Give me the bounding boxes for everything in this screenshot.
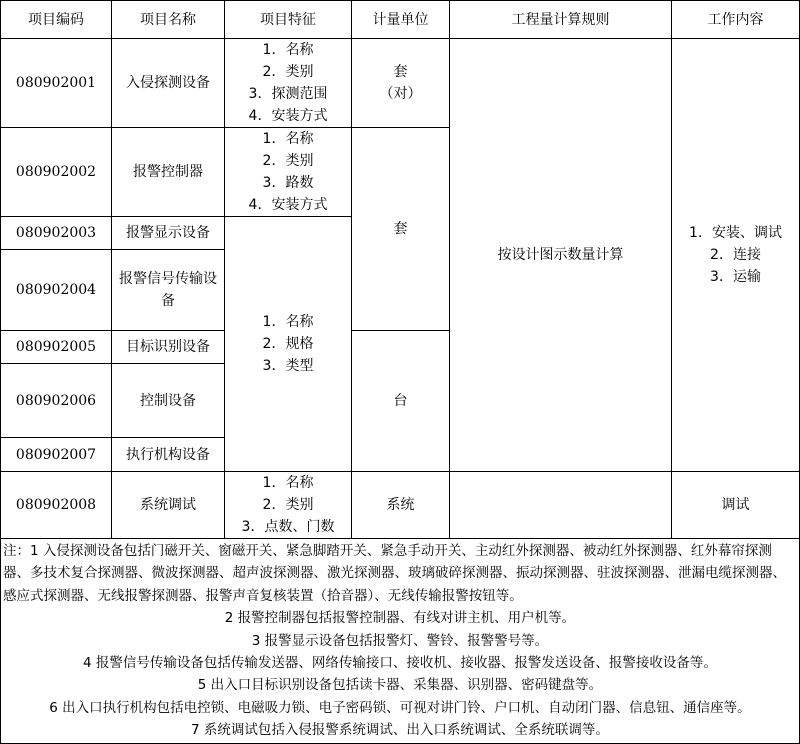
feature-line: 2．类别 — [262, 497, 314, 513]
work-cell — [672, 39, 800, 472]
item-code: 080902007 — [1, 438, 112, 472]
item-code: 080902001 — [1, 39, 112, 128]
feature-line: 1．名称 — [262, 475, 314, 491]
feature-line: 3．探测范围 — [248, 86, 328, 102]
note-1: 注：1 入侵探测设备包括门磁开关、窗磁开关、紧急脚踏开关、紧急手动开关、主动红外探测器、被动红外探测器、红外幕帘探测器、多技术复合探测器、微波探测器、超声波探测器、激光探测器、玻璃破碎探测器、振动探测器、驻波探测器、泄漏电缆探测器、感应式探测器、无线报警探测器、报警声音复核装置（拾音器）、无线传输报警按钮等。 — [3, 543, 786, 604]
note-6: 6 出入口执行机构包括电控锁、电磁吸力锁、电子密码锁、可视对讲门铃、户口机、自动闭门器、信息钮、通信座等。 — [49, 699, 751, 716]
unit-cell: 台 — [352, 331, 450, 472]
feature-line: 3．路数 — [262, 175, 314, 191]
item-code: 080902002 — [1, 128, 112, 217]
feature-line: 2．规格 — [262, 336, 314, 352]
unit-cell: 套 — [352, 128, 450, 331]
item-code: 080902008 — [1, 472, 112, 539]
table-row — [1, 472, 800, 539]
item-code: 080902006 — [1, 364, 112, 438]
item-features — [225, 128, 352, 217]
item-name: 报警控制器 — [112, 128, 225, 217]
header-name: 项目名称 — [112, 1, 225, 39]
item-features — [225, 39, 352, 128]
header-rule: 工程量计算规则 — [450, 1, 672, 39]
rule-cell: 按设计图示数量计算 — [450, 39, 672, 472]
note-2: 2 报警控制器包括报警控制器、有线对讲主机、用户机等。 — [224, 610, 576, 627]
header-work: 工作内容 — [672, 1, 800, 39]
notes-cell — [1, 539, 800, 744]
feature-line: 4．安装方式 — [248, 108, 328, 124]
notes-row — [1, 539, 800, 744]
work-cell: 调试 — [672, 472, 800, 539]
table-row — [1, 39, 800, 128]
work-line: 3．运输 — [710, 269, 761, 285]
feature-line: 2．类别 — [262, 64, 314, 80]
unit-text: 套 — [393, 64, 408, 80]
feature-line: 3．类型 — [262, 358, 314, 374]
rule-cell-empty — [450, 472, 672, 539]
header-features: 项目特征 — [225, 1, 352, 39]
feature-line: 3．点数、门数 — [241, 519, 335, 535]
note-7: 7 系统调试包括入侵报警系统调试、出入口系统调试、全系统联调等。 — [191, 722, 609, 739]
feature-line: 1．名称 — [262, 42, 314, 58]
note-4: 4 报警信号传输设备包括传输发送器、网络传输接口、接收机、接收器、报警发送设备、报警接收设备等。 — [83, 655, 717, 672]
header-unit: 计量单位 — [352, 1, 450, 39]
note-5: 5 出入口目标识别设备包括读卡器、采集器、识别器、密码键盘等。 — [197, 677, 603, 694]
feature-line: 1．名称 — [262, 131, 314, 147]
item-code: 080902004 — [1, 250, 112, 331]
item-features — [225, 472, 352, 539]
item-name: 入侵探测设备 — [112, 39, 225, 128]
header-row — [1, 1, 800, 39]
work-line: 1．安装、调试 — [689, 225, 782, 241]
item-name: 目标识别设备 — [112, 331, 225, 364]
item-code: 080902005 — [1, 331, 112, 364]
note-3: 3 报警显示设备包括报警灯、警铃、报警警号等。 — [251, 632, 549, 649]
item-name: 报警信号传输设备 — [112, 250, 225, 331]
feature-line: 1．名称 — [262, 314, 314, 330]
feature-line: 4．安装方式 — [248, 197, 328, 213]
item-name: 控制设备 — [112, 364, 225, 438]
unit-cell — [352, 39, 450, 128]
feature-line: 2．类别 — [262, 153, 314, 169]
unit-text-sub: （对） — [379, 86, 422, 102]
item-name: 报警显示设备 — [112, 217, 225, 250]
item-name: 系统调试 — [112, 472, 225, 539]
item-name: 执行机构设备 — [112, 438, 225, 472]
work-line: 2．连接 — [710, 247, 761, 263]
header-code: 项目编码 — [1, 1, 112, 39]
item-code: 080902003 — [1, 217, 112, 250]
item-features — [225, 217, 352, 472]
unit-cell: 系统 — [352, 472, 450, 539]
